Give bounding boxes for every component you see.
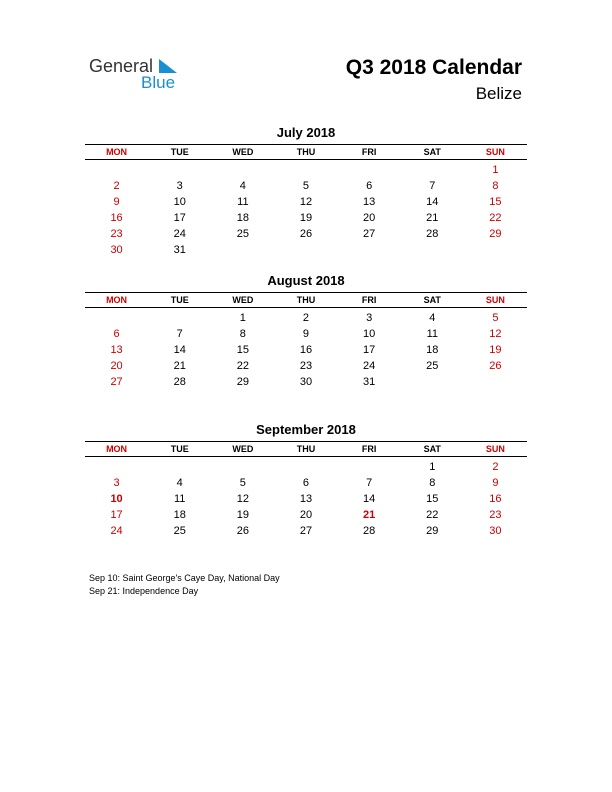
weekday-header: WED <box>232 444 254 454</box>
day-cell: 10 <box>173 196 186 208</box>
holiday-note: Sep 21: Independence Day <box>89 586 199 596</box>
day-cell: 23 <box>489 509 502 521</box>
day-cell: 24 <box>110 525 123 537</box>
day-cell: 17 <box>110 509 123 521</box>
weekday-header: WED <box>232 295 254 305</box>
month-title: September 2018 <box>256 422 356 437</box>
day-cell: 29 <box>426 525 439 537</box>
week-row <box>85 178 527 194</box>
day-cell: 2 <box>492 461 499 473</box>
day-cell: 5 <box>302 180 310 192</box>
week-row <box>85 523 527 539</box>
day-cell: 12 <box>236 493 249 505</box>
day-cell: 1 <box>492 164 499 176</box>
weekday-header: THU <box>296 295 316 305</box>
week-row <box>85 210 527 226</box>
logo-flag-icon <box>159 59 177 73</box>
day-cell: 19 <box>299 212 313 224</box>
holiday-note: Sep 10: Saint George's Caye Day, National Day <box>89 573 280 583</box>
day-cell: 31 <box>173 244 186 256</box>
day-cell: 23 <box>110 228 123 240</box>
day-cell: 5 <box>492 312 499 324</box>
day-cell: 17 <box>173 212 186 224</box>
day-cell: 2 <box>302 312 310 324</box>
day-cell: 22 <box>426 509 439 521</box>
day-cell: 15 <box>236 344 249 356</box>
week-row <box>85 374 527 390</box>
day-cell: 8 <box>239 328 246 340</box>
day-cell: 1 <box>429 461 436 473</box>
day-cell: 14 <box>173 344 186 356</box>
weekday-header: FRI <box>361 444 377 454</box>
day-cell: 15 <box>489 196 502 208</box>
day-cell: 23 <box>299 360 313 372</box>
day-cell <box>401 374 464 390</box>
day-cell <box>211 242 274 258</box>
day-cell: 11 <box>237 196 249 208</box>
day-cell <box>211 459 274 475</box>
day-cell: 8 <box>429 477 436 489</box>
day-cell: 10 <box>110 493 123 505</box>
day-cell: 20 <box>363 212 376 224</box>
day-cell <box>148 459 211 475</box>
day-cell <box>274 162 337 178</box>
day-cell: 26 <box>236 525 249 537</box>
day-cell: 9 <box>113 196 120 208</box>
weekday-header-row <box>85 441 527 457</box>
weekday-header: SAT <box>423 444 441 454</box>
day-cell <box>338 162 401 178</box>
day-cell: 25 <box>173 525 186 537</box>
weekday-header: MON <box>106 444 128 454</box>
day-cell: 6 <box>113 328 120 340</box>
day-cell: 14 <box>363 493 376 505</box>
day-cell: 29 <box>489 228 502 240</box>
weekday-header: WED <box>232 147 254 157</box>
weekday-header: SUN <box>485 147 505 157</box>
week-row <box>85 491 527 507</box>
day-cell: 9 <box>492 477 499 489</box>
day-cell <box>274 242 337 258</box>
day-cell: 27 <box>363 228 376 240</box>
day-cell: 7 <box>176 328 183 340</box>
logo <box>89 56 176 92</box>
day-cell: 21 <box>426 212 439 224</box>
day-cell: 14 <box>426 196 439 208</box>
day-cell <box>274 459 337 475</box>
month-title: July 2018 <box>276 125 336 140</box>
day-cell: 7 <box>366 477 373 489</box>
day-cell: 7 <box>429 180 436 192</box>
week-row <box>85 310 527 326</box>
day-cell: 30 <box>299 376 313 388</box>
week-row <box>85 226 527 242</box>
weekday-header: THU <box>296 147 316 157</box>
day-cell: 27 <box>110 376 123 388</box>
weekday-header: SAT <box>423 295 441 305</box>
week-row <box>85 507 527 523</box>
day-cell: 28 <box>363 525 376 537</box>
day-cell: 16 <box>299 344 313 356</box>
day-cell <box>148 162 211 178</box>
day-cell: 24 <box>363 360 376 372</box>
day-cell: 11 <box>174 493 186 505</box>
day-cell: 5 <box>239 477 246 489</box>
day-cell: 9 <box>302 328 310 340</box>
weekday-header: MON <box>106 295 128 305</box>
day-cell: 2 <box>113 180 120 192</box>
day-cell: 30 <box>110 244 123 256</box>
day-cell <box>338 242 401 258</box>
weekday-header: TUE <box>170 147 189 157</box>
weekday-header: SUN <box>485 444 505 454</box>
weekday-header: THU <box>296 444 316 454</box>
day-cell: 11 <box>426 328 438 340</box>
week-row <box>85 342 527 358</box>
day-cell: 26 <box>489 360 502 372</box>
day-cell: 3 <box>366 312 373 324</box>
day-cell <box>85 310 148 326</box>
day-cell: 17 <box>363 344 376 356</box>
day-cell: 31 <box>363 376 376 388</box>
day-cell: 12 <box>299 196 313 208</box>
week-row <box>85 162 527 178</box>
page-title: Q3 2018 Calendar <box>345 56 522 79</box>
logo-word-blue: Blue <box>141 73 176 92</box>
day-cell: 18 <box>426 344 439 356</box>
day-cell: 10 <box>363 328 376 340</box>
weekday-header: TUE <box>170 444 189 454</box>
day-cell: 30 <box>489 525 502 537</box>
week-row <box>85 326 527 342</box>
day-cell: 21 <box>363 509 376 521</box>
weekday-header: MON <box>106 147 128 157</box>
day-cell: 25 <box>426 360 439 372</box>
day-cell: 21 <box>173 360 186 372</box>
day-cell: 12 <box>489 328 502 340</box>
day-cell: 4 <box>176 477 183 489</box>
day-cell <box>464 374 527 390</box>
day-cell <box>401 242 464 258</box>
day-cell <box>401 162 464 178</box>
day-cell <box>338 459 401 475</box>
logo-word-general: General <box>89 56 154 76</box>
day-cell <box>464 242 527 258</box>
day-cell: 8 <box>492 180 499 192</box>
weekday-header: SUN <box>485 295 505 305</box>
day-cell: 27 <box>299 525 313 537</box>
day-cell: 28 <box>173 376 186 388</box>
day-cell: 18 <box>236 212 249 224</box>
day-cell: 22 <box>236 360 249 372</box>
weekday-header: SAT <box>423 147 441 157</box>
day-cell <box>148 310 211 326</box>
day-cell: 6 <box>366 180 373 192</box>
day-cell: 16 <box>489 493 502 505</box>
day-cell: 20 <box>110 360 123 372</box>
day-cell: 19 <box>489 344 502 356</box>
day-cell: 25 <box>236 228 249 240</box>
day-cell: 24 <box>173 228 186 240</box>
day-cell: 20 <box>299 509 313 521</box>
week-row <box>85 459 527 475</box>
week-row <box>85 194 527 210</box>
day-cell: 6 <box>302 477 310 489</box>
day-cell <box>85 162 148 178</box>
day-cell: 29 <box>236 376 249 388</box>
day-cell <box>85 459 148 475</box>
day-cell: 28 <box>426 228 439 240</box>
day-cell: 15 <box>426 493 439 505</box>
month-title: August 2018 <box>267 273 345 288</box>
holiday-notes <box>89 572 280 598</box>
page-subtitle: Belize <box>475 84 522 103</box>
day-cell: 4 <box>429 312 436 324</box>
day-cell: 16 <box>110 212 123 224</box>
weekday-header: FRI <box>361 147 377 157</box>
month-block <box>85 125 527 258</box>
month-block <box>85 422 527 539</box>
week-row <box>85 475 527 491</box>
weekday-header-row <box>85 144 527 160</box>
day-cell: 13 <box>363 196 376 208</box>
day-cell: 26 <box>299 228 313 240</box>
day-cell: 18 <box>173 509 186 521</box>
weekday-header: FRI <box>361 295 377 305</box>
day-cell: 1 <box>239 312 246 324</box>
day-cell: 3 <box>113 477 120 489</box>
month-block <box>85 273 527 390</box>
day-cell: 19 <box>236 509 249 521</box>
day-cell <box>211 162 274 178</box>
day-cell: 4 <box>239 180 246 192</box>
week-row <box>85 358 527 374</box>
weekday-header: TUE <box>170 295 189 305</box>
day-cell: 13 <box>110 344 123 356</box>
week-row <box>85 242 527 258</box>
day-cell: 22 <box>489 212 502 224</box>
weekday-header-row <box>85 292 527 308</box>
day-cell: 3 <box>176 180 183 192</box>
day-cell: 13 <box>299 493 313 505</box>
